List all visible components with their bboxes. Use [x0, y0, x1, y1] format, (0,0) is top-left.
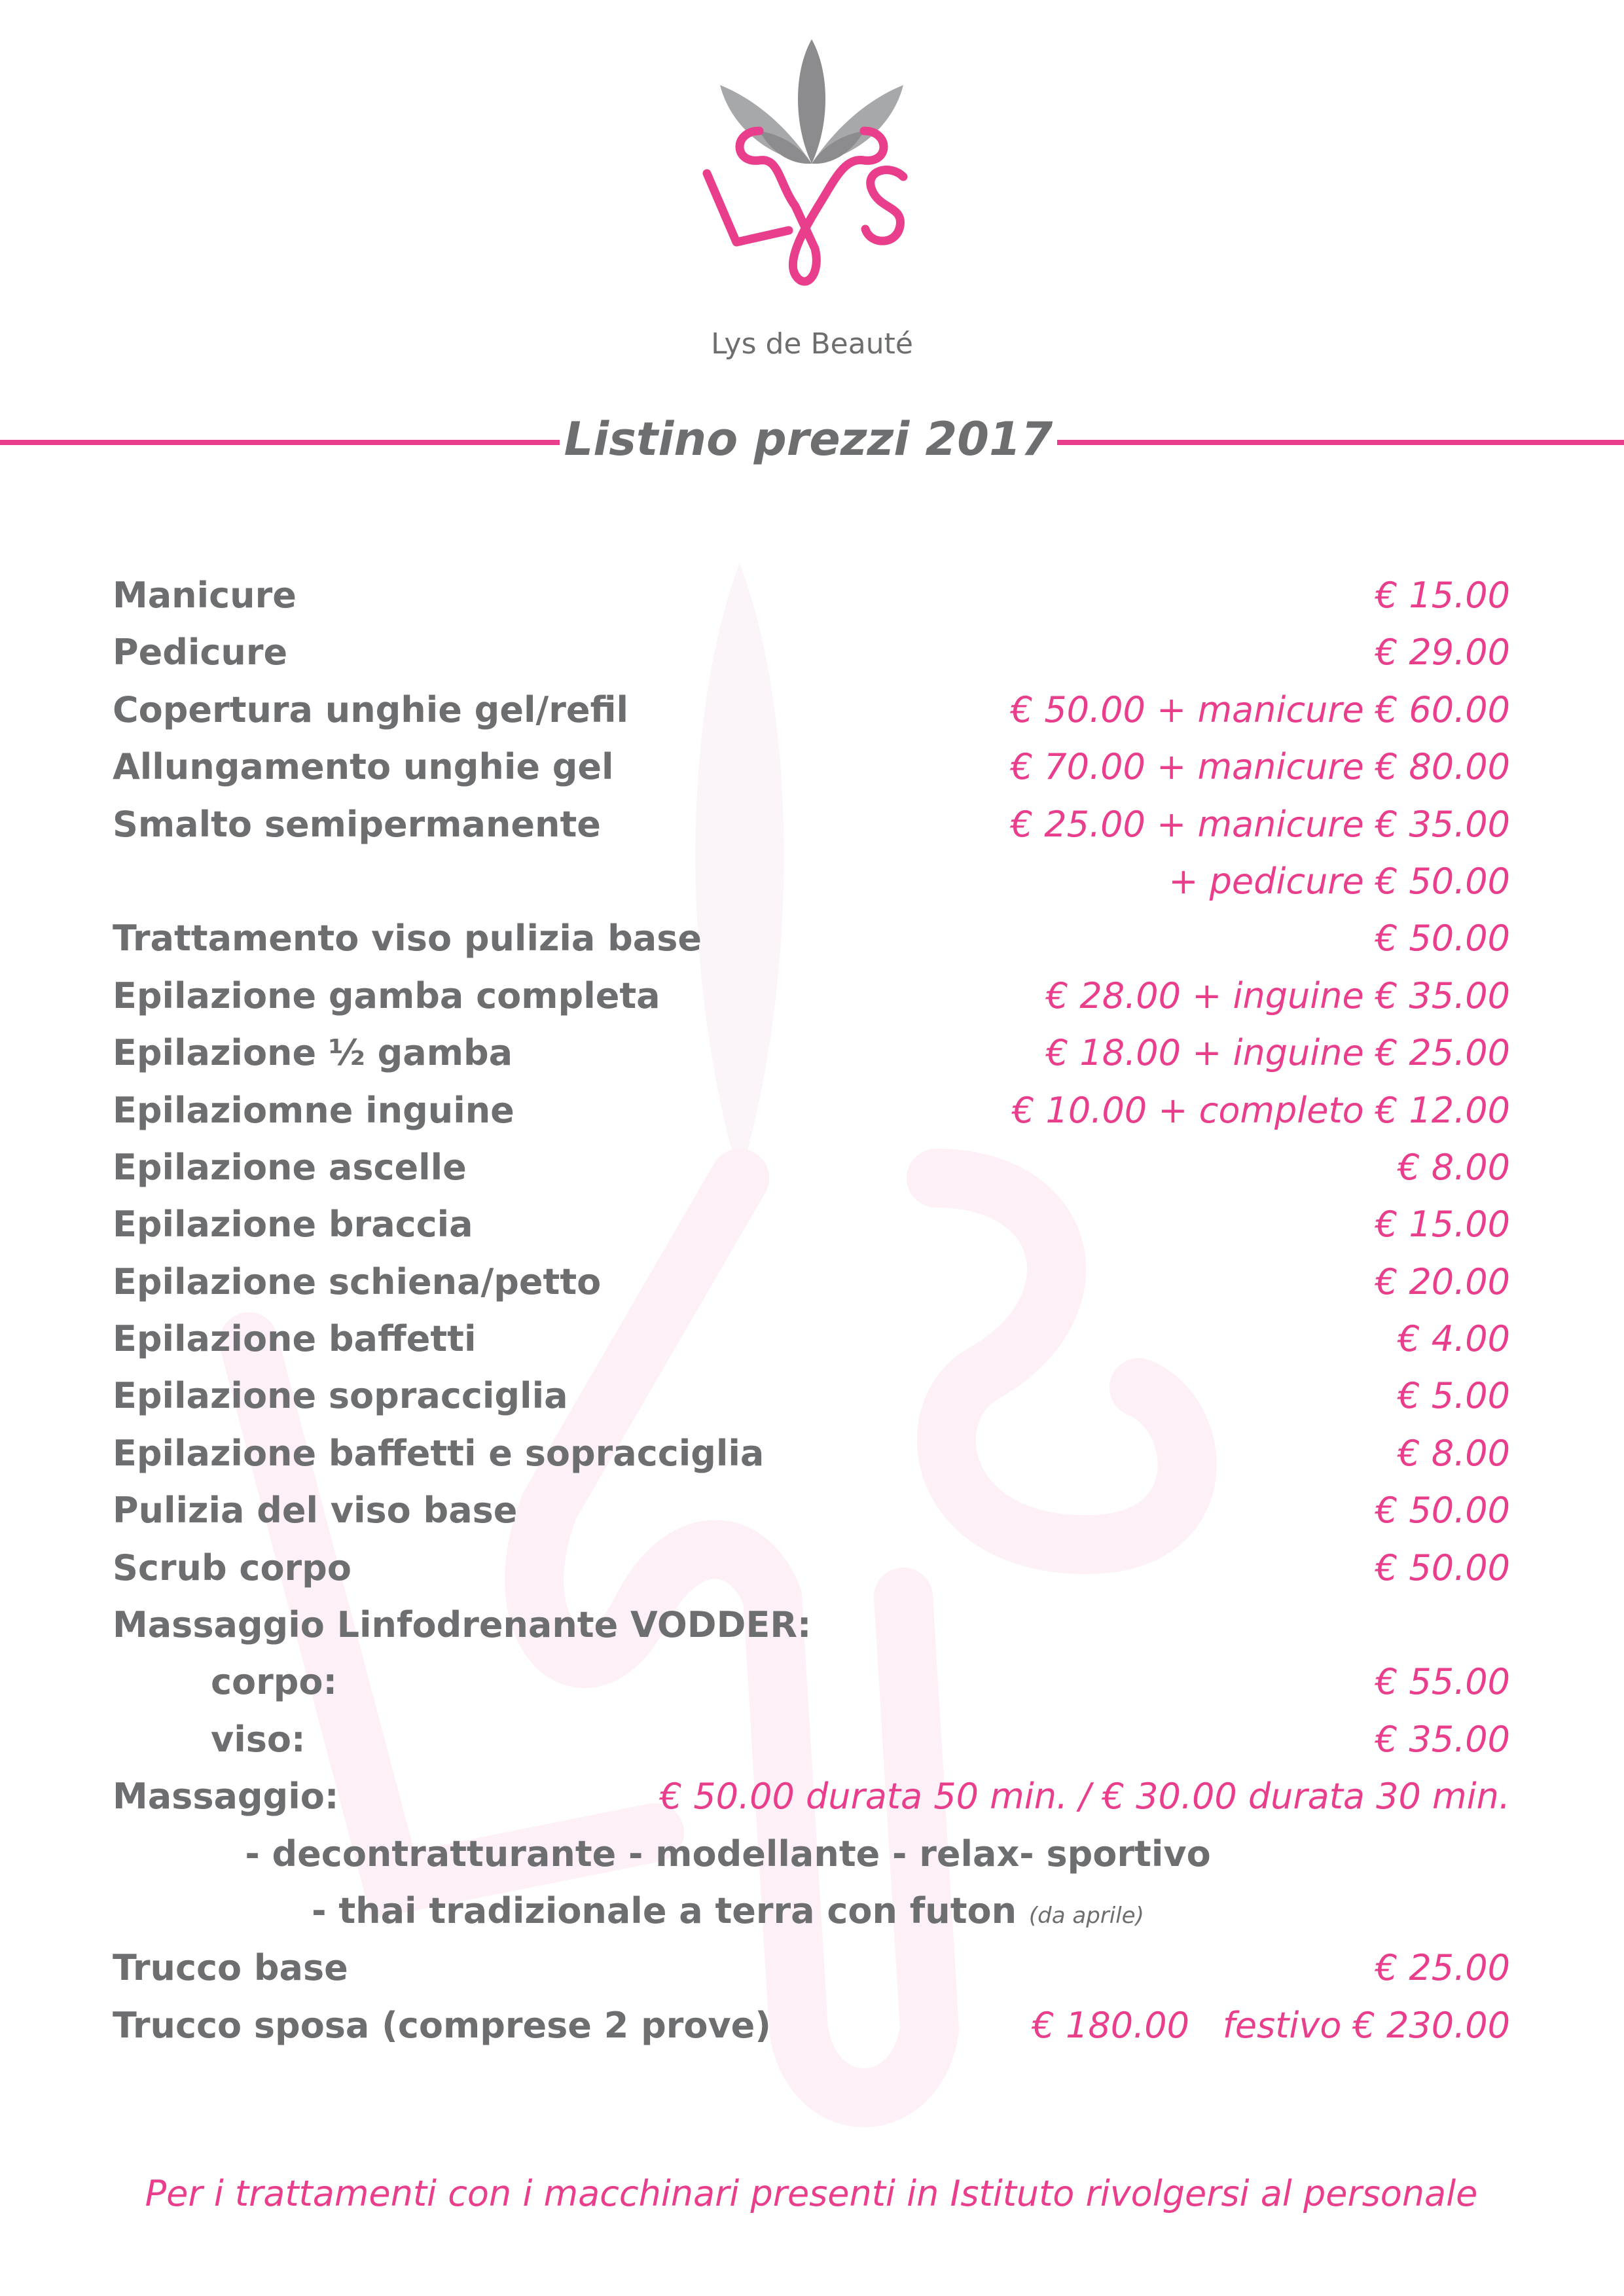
- service-label: Epilaziomne inguine: [113, 1089, 514, 1131]
- service-label: Epilazione schiena/petto: [113, 1261, 602, 1302]
- price-row-ascelle: [113, 1139, 1510, 1196]
- service-price: € 29.00: [1375, 632, 1510, 673]
- service-note: (da aprile): [1028, 1902, 1144, 1929]
- service-price: € 50.00 durata 50 min. / € 30.00 durata 30 min.: [659, 1776, 1510, 1818]
- service-price: € 8.00: [1398, 1146, 1510, 1188]
- price-row-allungamento: [113, 738, 1510, 795]
- service-label: Epilazione baffetti e sopracciglia: [113, 1432, 765, 1474]
- footer-note: Per i trattamenti con i macchinari presenti in Istituto rivolgersi al personale: [145, 2173, 1478, 2214]
- service-label: - decontratturante - modellante - relax- sportivo: [245, 1833, 1211, 1874]
- service-price: € 20.00: [1375, 1261, 1510, 1302]
- service-price: € 4.00: [1398, 1318, 1510, 1360]
- price-row-sopracciglia: [113, 1367, 1510, 1424]
- service-label: Massaggio Linfodrenante VODDER:: [113, 1604, 812, 1646]
- service-price-weekday: € 180.00: [1032, 2004, 1189, 2046]
- service-label: Smalto semipermanente: [113, 803, 601, 845]
- service-price: € 50.00: [1375, 1490, 1510, 1532]
- price-row-baffetti-sopracciglia: [113, 1425, 1510, 1482]
- price-row-vodder-viso: [113, 1711, 1510, 1768]
- price-row-manicure: [113, 567, 1510, 624]
- service-label: corpo:: [211, 1661, 338, 1703]
- service-label: Epilazione gamba completa: [113, 975, 660, 1016]
- service-label: - thai tradizionale a terra con futon: [312, 1890, 1017, 1931]
- service-label: Epilazione sopracciglia: [113, 1375, 568, 1417]
- lys-de-beaute-logo: [681, 26, 943, 301]
- price-row-scrub: [113, 1539, 1510, 1596]
- service-price: € 15.00: [1375, 1204, 1510, 1246]
- service-label: Trattamento viso pulizia base: [113, 918, 702, 960]
- price-row-smalto: [113, 796, 1510, 853]
- price-row-massaggio: [113, 1768, 1510, 1825]
- service-price: € 70.00 + manicure € 80.00: [1010, 746, 1510, 788]
- price-row-gamba-completa: [113, 967, 1510, 1024]
- service-label: viso:: [211, 1718, 306, 1760]
- service-price: + pedicure € 50.00: [1168, 860, 1510, 902]
- page-title: Listino prezzi 2017: [564, 412, 1053, 466]
- service-price: € 28.00 + inguine € 35.00: [1045, 975, 1510, 1016]
- heading-rule-right: [1057, 440, 1624, 445]
- price-row-schiena-petto: [113, 1253, 1510, 1310]
- service-price-holiday: festivo € 230.00: [1222, 2004, 1510, 2046]
- service-label: Copertura unghie gel/refil: [113, 689, 628, 730]
- service-price: € 35.00: [1375, 1718, 1510, 1760]
- service-label: Trucco sposa (comprese 2 prove): [113, 2004, 771, 2046]
- price-row-massaggio-types: [113, 1825, 1510, 1882]
- service-price: € 50.00: [1375, 1547, 1510, 1588]
- service-price: € 55.00: [1375, 1661, 1510, 1703]
- price-row-braccia: [113, 1196, 1510, 1253]
- service-label: Pulizia del viso base: [113, 1490, 518, 1532]
- service-label: Pedicure: [113, 632, 288, 673]
- brand-name: Lys de Beauté: [711, 327, 913, 361]
- service-label: Allungamento unghie gel: [113, 746, 614, 788]
- service-price: € 10.00 + completo € 12.00: [1011, 1089, 1510, 1131]
- price-row-trucco-sposa: [113, 1997, 1510, 2054]
- price-row-pulizia-viso: [113, 1482, 1510, 1539]
- price-row-trattamento-viso: [113, 910, 1510, 967]
- service-label: Epilazione ½ gamba: [113, 1032, 513, 1074]
- service-price: € 25.00: [1375, 1947, 1510, 1989]
- service-label: Epilazione baffetti: [113, 1318, 477, 1360]
- heading-rule-left: [0, 440, 560, 445]
- price-row-vodder-corpo: [113, 1653, 1510, 1710]
- price-row-vodder: [113, 1596, 1510, 1653]
- service-label: Epilazione braccia: [113, 1204, 473, 1246]
- price-row-massaggio-thai: [113, 1882, 1510, 1939]
- service-price: € 5.00: [1398, 1375, 1510, 1417]
- service-label: Trucco base: [113, 1947, 348, 1989]
- price-row-inguine: [113, 1082, 1510, 1139]
- service-label: Massaggio:: [113, 1776, 339, 1818]
- service-label-wrapper: [113, 1882, 1343, 1945]
- price-row-trucco-base: [113, 1939, 1510, 1996]
- service-price: € 50.00: [1375, 918, 1510, 960]
- price-row-copertura: [113, 681, 1510, 738]
- service-price: € 15.00: [1375, 575, 1510, 616]
- service-label: Manicure: [113, 575, 297, 616]
- service-price: € 25.00 + manicure € 35.00: [1010, 803, 1510, 845]
- service-price: € 8.00: [1398, 1432, 1510, 1474]
- price-list: [113, 567, 1510, 2054]
- price-row-mezza-gamba: [113, 1024, 1510, 1081]
- service-price: € 18.00 + inguine € 25.00: [1045, 1032, 1510, 1074]
- service-label: Epilazione ascelle: [113, 1146, 467, 1188]
- price-row-baffetti: [113, 1310, 1510, 1367]
- service-label: Scrub corpo: [113, 1547, 352, 1588]
- service-price: € 50.00 + manicure € 60.00: [1010, 689, 1510, 730]
- price-row-pedicure: [113, 624, 1510, 681]
- price-row-smalto-pedicure: [113, 853, 1510, 910]
